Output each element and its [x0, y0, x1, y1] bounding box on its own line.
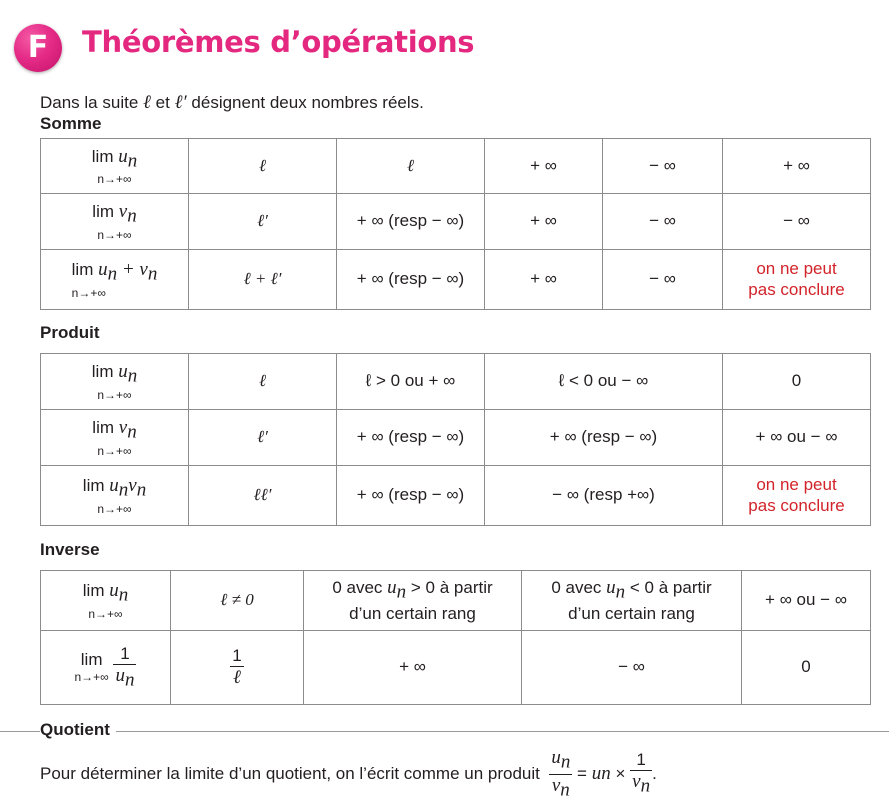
table-cell: ℓ < 0 ou − ∞: [485, 354, 723, 410]
table-cell: + ∞ ou − ∞: [742, 571, 871, 631]
row-label: $\lim v_n$ n→+∞: [41, 194, 189, 250]
table-cell: ℓ ≠ 0: [171, 571, 304, 631]
section-divider: [0, 731, 889, 732]
table-cell: $\frac{1}{\text{ℓ}}$: [171, 631, 304, 705]
table-cell: ℓ: [337, 139, 485, 194]
table-cell: ℓ′: [189, 194, 337, 250]
quotient-title: Quotient: [40, 720, 116, 740]
table-cell: − ∞: [603, 139, 723, 194]
page-title: Théorèmes d’opérations: [82, 25, 475, 59]
table-cell: + ∞ (resp − ∞): [485, 410, 723, 466]
table-row: [41, 194, 871, 250]
table-cell: − ∞: [603, 194, 723, 250]
somme-title: Somme: [40, 114, 102, 133]
inverse-fraction: $\frac{1}{v_n}$: [632, 750, 651, 797]
produit-table: [40, 353, 871, 526]
table-cell: + ∞: [304, 631, 522, 705]
table-cell: ℓ + ℓ′: [189, 250, 337, 310]
table-row: [41, 139, 871, 194]
produit-title: Produit: [40, 323, 100, 342]
row-label: $\lim v_n$ n→+∞: [41, 410, 189, 466]
table-cell: 0: [723, 354, 871, 410]
table-cell: − ∞ (resp +∞): [485, 466, 723, 526]
table-cell: ℓ > 0 ou + ∞: [337, 354, 485, 410]
table-cell: ℓℓ′: [189, 466, 337, 526]
table-cell: + ∞ ou − ∞: [723, 410, 871, 466]
table-cell: + ∞: [485, 139, 603, 194]
table-row: [41, 250, 871, 310]
table-row: [41, 354, 871, 410]
table-cell: − ∞: [723, 194, 871, 250]
table-cell: 0 avec $u_n > 0$ à partir d’un certain rang: [304, 571, 522, 631]
table-cell: − ∞: [603, 250, 723, 310]
row-label: $\lim u_n$ n→+∞: [41, 354, 189, 410]
row-label: $\lim u_n + v_n$ n→+∞: [41, 250, 189, 310]
warning-cell: on ne peut pas conclure: [723, 250, 871, 310]
table-cell: + ∞: [723, 139, 871, 194]
row-label: $\lim u_nv_n$ n→+∞: [41, 466, 189, 526]
table-row: [41, 631, 871, 705]
table-row: [41, 466, 871, 526]
table-cell: − ∞: [522, 631, 742, 705]
row-label: $\lim u_n$ n→+∞: [41, 571, 171, 631]
warning-cell: on ne peut pas conclure: [723, 466, 871, 526]
quotient-text: Pour déterminer la limite d’un quotient, on l’écrit comme un produit $\frac{u_n}{v_n}$ = u n × $\frac{1}{v_n}$ .: [40, 747, 657, 800]
section-header: [10, 20, 880, 76]
quotient-fraction: $\frac{u_n}{v_n}$: [551, 747, 571, 800]
table-row: [41, 410, 871, 466]
table-row: [41, 571, 871, 631]
table-cell: + ∞: [485, 250, 603, 310]
row-label: $\lim u_n$ n→+∞: [41, 139, 189, 194]
table-cell: + ∞ (resp − ∞): [337, 410, 485, 466]
section-badge: F: [14, 24, 62, 72]
table-cell: 0 avec $u_n < 0$ à partir d’un certain rang: [522, 571, 742, 631]
intro-text: Dans la suite ℓ et ℓ′ désignent deux nombres réels.: [40, 92, 424, 113]
table-cell: + ∞ (resp − ∞): [337, 466, 485, 526]
table-cell: ℓ: [189, 354, 337, 410]
table-cell: + ∞ (resp − ∞): [337, 250, 485, 310]
row-label: lim n→+∞ $\frac{1}{u_n}$: [41, 631, 171, 705]
table-cell: 0: [742, 631, 871, 705]
inverse-title: Inverse: [40, 540, 100, 559]
somme-table: [40, 138, 871, 310]
table-cell: ℓ: [189, 139, 337, 194]
table-cell: + ∞ (resp − ∞): [337, 194, 485, 250]
table-cell: ℓ′: [189, 410, 337, 466]
inverse-table: [40, 570, 871, 705]
table-cell: + ∞: [485, 194, 603, 250]
